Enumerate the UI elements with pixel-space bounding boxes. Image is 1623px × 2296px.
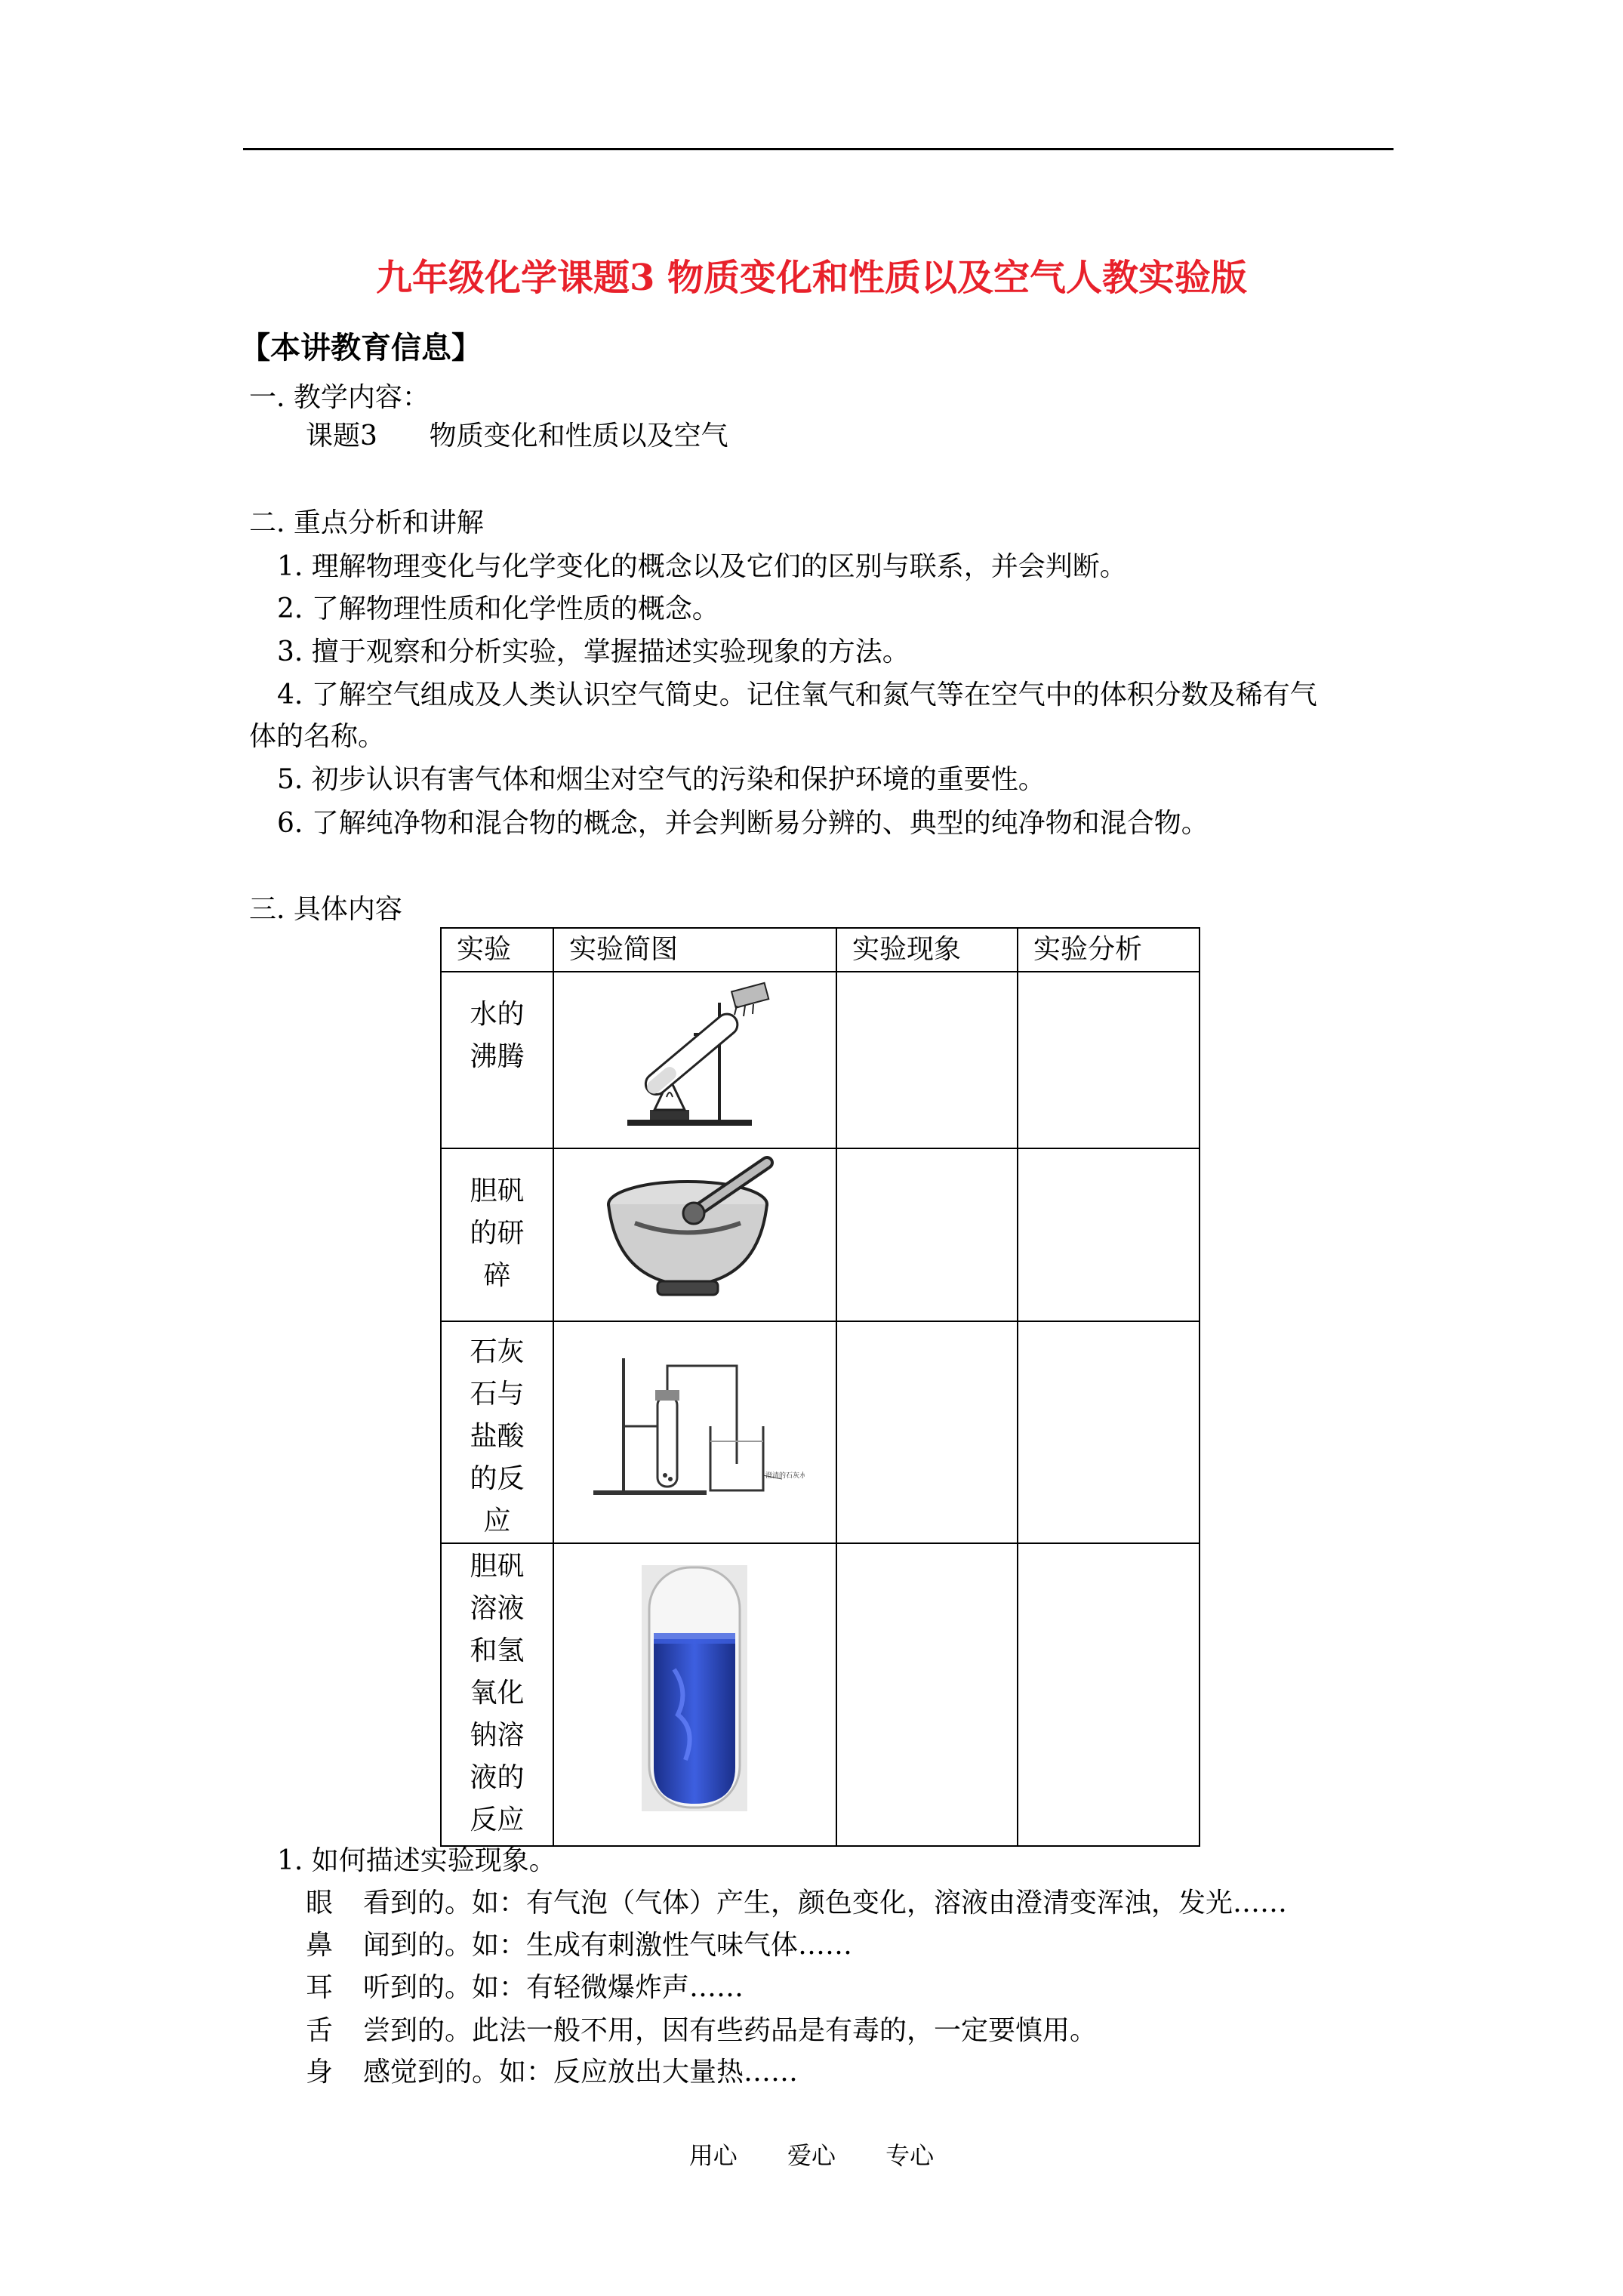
- sense-label: 耳: [306, 1972, 334, 2003]
- observe-item: [306, 1927, 852, 1965]
- sense-label: 眼: [306, 1888, 334, 1918]
- experiment-name: 胆矾溶液和氢氧化钠溶液的反应: [470, 1551, 525, 1835]
- section3-heading: 三. 具体内容: [249, 894, 402, 925]
- experiment-name: 胆矾的研碎: [470, 1176, 525, 1291]
- sense-text: 听到的。如：有轻微爆炸声……: [363, 1972, 744, 2003]
- sense-label: 鼻: [306, 1930, 334, 1961]
- table-row: [441, 1148, 1200, 1321]
- sense-text: 闻到的。如：生成有刺激性气味气体……: [363, 1930, 853, 1961]
- observe-heading: 1. 如何描述实验现象。: [277, 1845, 556, 1876]
- blue-precipitate-test-tube-icon: [633, 1564, 757, 1813]
- section1-heading: 一. 教学内容：: [249, 382, 430, 413]
- sense-label: 身: [306, 2057, 334, 2088]
- page-footer: [0, 2140, 1623, 2171]
- sense-label: 舌: [306, 2015, 334, 2046]
- beaker-label: 澄清的石灰水: [765, 1472, 805, 1480]
- point-item: 4. 了解空气组成及人类认识空气简史。记住氧气和氮气等在空气中的体积分数及稀有气: [277, 680, 1317, 710]
- mortar-and-pestle-icon: [605, 1151, 786, 1306]
- footer-text: 用心: [688, 2141, 738, 2170]
- column-header: 实验: [441, 928, 553, 972]
- column-header: 实验分析: [1018, 928, 1200, 972]
- experiment-name: 水的沸腾: [470, 999, 525, 1072]
- point-item: 1. 理解物理变化与化学变化的概念以及它们的区别与联系，并会判断。: [277, 551, 1127, 582]
- observe-item: [306, 1969, 744, 2007]
- section2-heading: 二. 重点分析和讲解: [249, 507, 484, 538]
- point-item-continued: 体的名称。: [249, 721, 386, 752]
- point-item: 2. 了解物理性质和化学性质的概念。: [277, 593, 719, 624]
- point-item: 6. 了解纯净物和混合物的概念，并会判断易分辨的、典型的纯净物和混合物。: [277, 808, 1209, 839]
- limestone-acid-apparatus-icon: [586, 1351, 805, 1502]
- observe-item: [306, 2054, 798, 2091]
- table-row: [441, 1543, 1200, 1846]
- sense-text: 尝到的。此法一般不用，因有些药品是有毒的，一定要慎用。: [363, 2015, 1098, 2046]
- observe-item: [306, 1885, 1287, 1922]
- experiment-table: [440, 927, 1200, 1847]
- table-header-row: [441, 928, 1200, 972]
- section1-line: 课题3 物质变化和性质以及空气: [306, 421, 728, 451]
- sense-text: 看到的。如：有气泡（气体）产生，颜色变化，溶液由澄清变浑浊，发光……: [363, 1888, 1288, 1918]
- info-header: 【本讲教育信息】: [240, 330, 482, 365]
- table-row: [441, 972, 1200, 1148]
- observe-item: [306, 2012, 1097, 2050]
- footer-text: 爱心: [787, 2141, 836, 2170]
- footer-text: 专心: [885, 2141, 935, 2170]
- column-header: 实验简图: [553, 928, 836, 972]
- document-title: 九年级化学课题3 物质变化和性质以及空气人教实验版: [375, 257, 1248, 299]
- point-item: 5. 初步认识有害气体和烟尘对空气的污染和保护环境的重要性。: [277, 764, 1046, 795]
- table-row: [441, 1321, 1200, 1543]
- boiling-water-apparatus-icon: [605, 972, 786, 1135]
- header-rule: [243, 148, 1394, 150]
- point-item: 3. 擅于观察和分析实验，掌握描述实验现象的方法。: [277, 636, 910, 667]
- sense-text: 感觉到的。如：反应放出大量热……: [363, 2057, 799, 2088]
- experiment-name: 石灰石与盐酸的反应: [470, 1336, 525, 1536]
- column-header: 实验现象: [836, 928, 1018, 972]
